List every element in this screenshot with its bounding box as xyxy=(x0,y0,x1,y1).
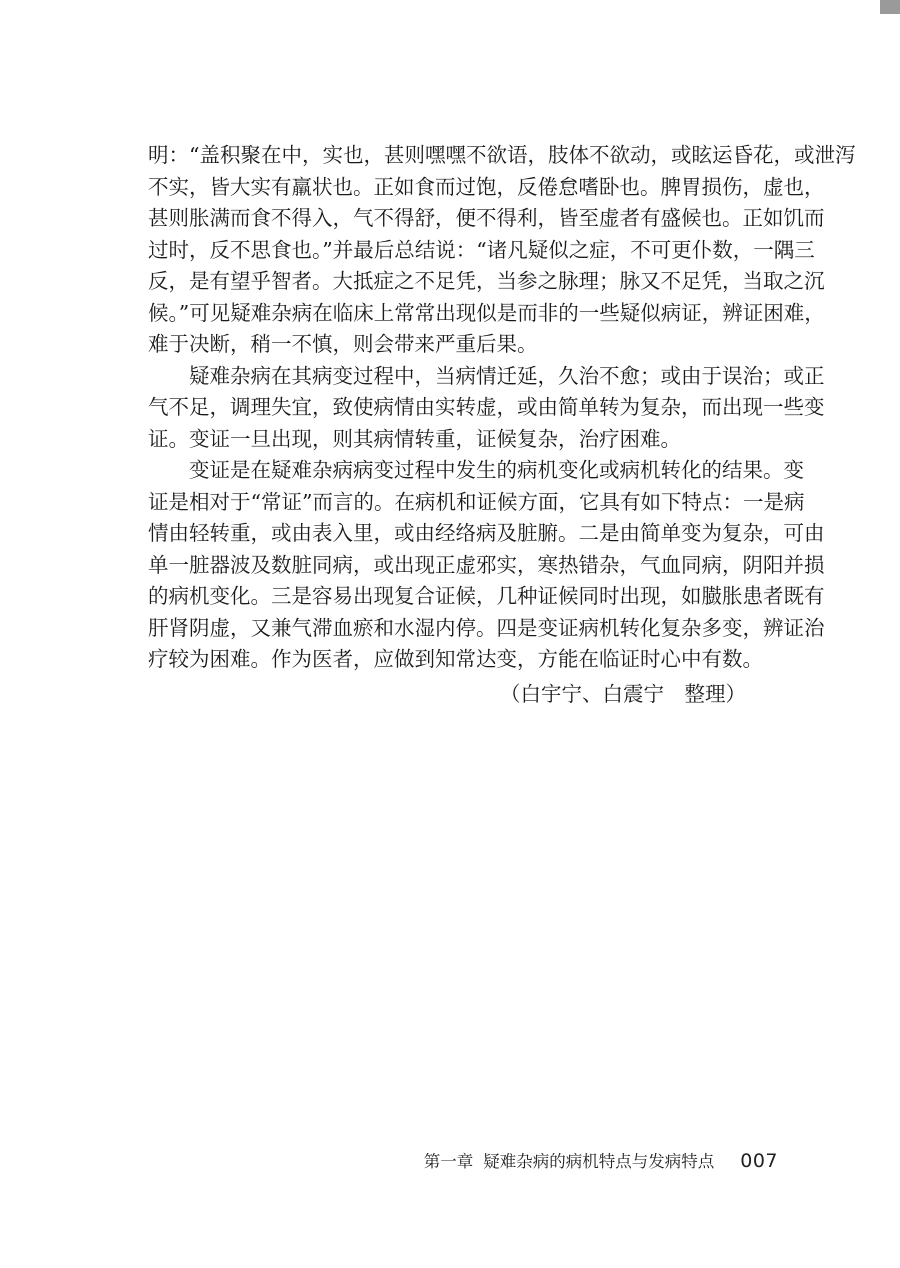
text-line: 单一脏器波及数脏同病，或出现正虚邪实，寒热错杂，气血同病，阴阳并损 xyxy=(148,552,825,577)
text-line: 不实，皆大实有羸状也。正如食而过饱，反倦怠嗜卧也。脾胃损伤，虚也， xyxy=(148,174,825,199)
text-line: 气不足，调理失宜，致使病情由实转虚，或由简单转为复杂，而出现一些变 xyxy=(148,395,825,419)
text-line: 难于决断，稍一不慎，则会带来严重后果。 xyxy=(148,332,538,356)
footer-section-title: 疑难杂病的病机特点与发病特点 xyxy=(483,1152,715,1171)
paragraph-1 xyxy=(148,140,856,361)
text-line: 情由轻转重，或由表入里，或由经络病及脏腑。二是由简单变为复杂，可由 xyxy=(148,521,825,545)
text-line: 候。”可见疑难杂病在临床上常常出现似是而非的一些疑似病证，辨证困难， xyxy=(148,300,825,325)
text-line: 肝肾阴虚，又兼气滞血瘀和水湿内停。四是变证病机转化复杂多变，辨证治 xyxy=(148,615,825,640)
paragraph-3 xyxy=(148,455,825,676)
running-footer xyxy=(424,1148,778,1172)
text-line: 反，是有望乎智者。大抵症之不足凭，当参之脉理；脉又不足凭，当取之沉 xyxy=(148,269,825,293)
page-body xyxy=(148,140,856,712)
text-line: 疑难杂病在其病变过程中，当病情迁延，久治不愈；或由于误治；或正 xyxy=(189,363,825,388)
editor-attribution: （白宇宁、白震宁 整理） xyxy=(500,681,746,706)
text-line: 证是相对于“常证”而言的。在病机和证候方面，它具有如下特点：一是病 xyxy=(148,489,805,514)
text-line: 证。变证一旦出现，则其病情转重，证候复杂，治疗困难。 xyxy=(148,426,681,451)
text-line: 甚则胀满而食不得入，气不得舒，便不得利，皆至虚者有盛候也。正如饥而 xyxy=(148,206,825,230)
corner-crop-mark xyxy=(880,0,900,14)
text-line: 明：“盖积聚在中，实也，甚则嘿嘿不欲语，肢体不欲动，或眩运昏花，或泄泻 xyxy=(148,143,856,167)
paragraph-2 xyxy=(148,361,825,456)
text-line: 疗较为困难。作为医者，应做到知常达变，方能在临证时心中有数。 xyxy=(148,647,763,671)
page-number: 007 xyxy=(740,1150,778,1172)
footer-chapter: 第一章 xyxy=(423,1152,474,1171)
text-line: 过时，反不思食也。”并最后总结说：“诸凡疑似之症，不可更仆数，一隅三 xyxy=(148,237,815,262)
text-line: 变证是在疑难杂病病变过程中发生的病机变化或病机转化的结果。变 xyxy=(189,458,804,482)
text-line: 的病机变化。三是容易出现复合证候，几种证候同时出现，如臌胀患者既有 xyxy=(148,584,825,608)
